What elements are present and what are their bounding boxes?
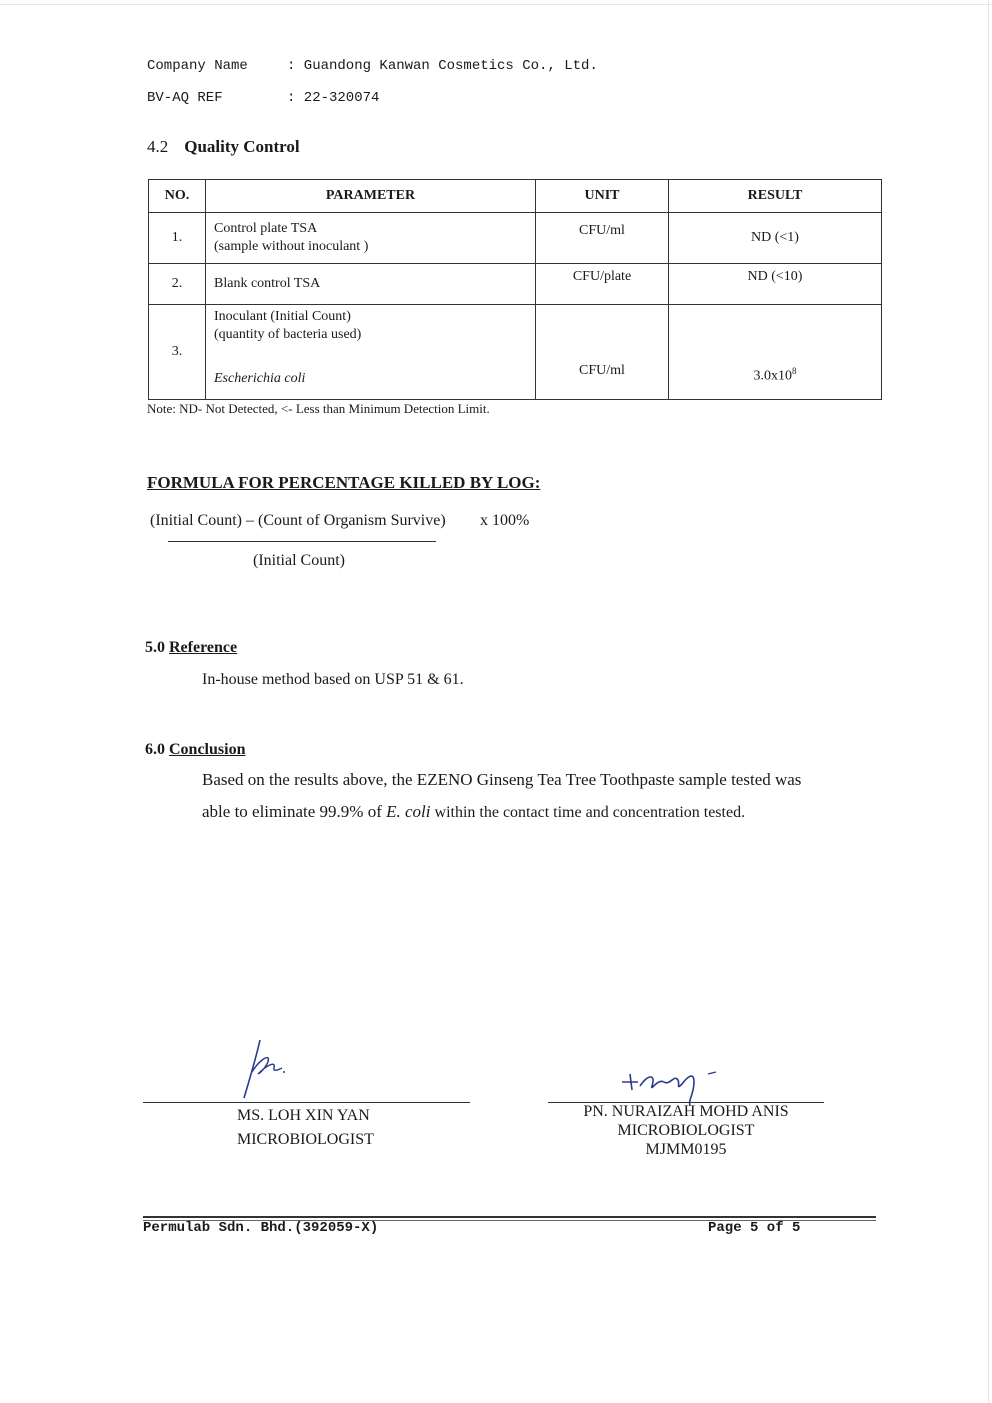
row-parameter	[206, 213, 536, 264]
section-number: 4.2	[147, 137, 169, 156]
signature-right-image	[618, 1060, 728, 1108]
parameter-line: Inoculant (Initial Count)	[214, 309, 351, 324]
scan-edge-right	[988, 0, 989, 1403]
row-unit: CFU/plate	[536, 264, 669, 305]
header-result: RESULT	[669, 180, 882, 213]
section-title: Conclusion	[169, 741, 246, 758]
quality-control-table	[148, 179, 882, 400]
row-parameter: Blank control TSA	[206, 264, 536, 305]
row-result: ND (<10)	[669, 264, 882, 305]
table-note: Note: ND- Not Detected, <- Less than Minimum Detection Limit.	[147, 401, 490, 416]
header-parameter: PARAMETER	[206, 180, 536, 213]
result-exponent: 8	[792, 366, 797, 377]
section-title: Reference	[169, 639, 238, 656]
result-base: 3.0x10	[753, 369, 792, 384]
section-title: Quality Control	[184, 137, 300, 156]
table-row	[149, 305, 882, 400]
row-no: 2.	[149, 264, 206, 305]
formula-title: FORMULA FOR PERCENTAGE KILLED BY LOG:	[147, 473, 541, 492]
conclusion-text: within the contact time and concentration tested.	[430, 804, 746, 821]
section-heading-4-2	[147, 137, 300, 157]
row-no: 1.	[149, 213, 206, 264]
signatory-right-title: MICROBIOLOGIST	[617, 1122, 755, 1139]
row-unit: CFU/ml	[536, 305, 669, 400]
ref-label: BV-AQ REF	[147, 90, 223, 106]
section-heading-5-0	[145, 639, 237, 657]
conclusion-text: able to eliminate 99.9% of	[202, 802, 387, 821]
organism-name: Escherichia coli	[214, 371, 306, 386]
ref-value: : 22-320074	[287, 90, 380, 106]
footer-company: Permulab Sdn. Bhd.(392059-X)	[143, 1220, 379, 1236]
reference-text: In-house method based on USP 51 & 61.	[202, 671, 464, 688]
footer-page-number: Page 5 of 5	[708, 1220, 801, 1236]
row-no: 3.	[149, 305, 206, 400]
row-result: ND (<1)	[669, 213, 882, 264]
signature-left-image	[236, 1038, 296, 1102]
parameter-line: (sample without inoculant )	[214, 239, 369, 254]
footer-rule	[143, 1216, 876, 1218]
table-header-row	[149, 180, 882, 213]
company-label: Company Name	[147, 58, 248, 74]
signatory-right-id: MJMM0195	[645, 1141, 727, 1158]
header-unit: UNIT	[536, 180, 669, 213]
company-value: : Guandong Kanwan Cosmetics Co., Ltd.	[287, 58, 598, 74]
formula-denominator: (Initial Count)	[253, 552, 345, 569]
signatory-left-title: MICROBIOLOGIST	[237, 1131, 374, 1148]
header-no: NO.	[149, 180, 206, 213]
table-row	[149, 213, 882, 264]
signatory-left-name: MS. LOH XIN YAN	[237, 1107, 370, 1124]
organism-name: E. coli	[386, 802, 431, 821]
formula-numerator: (Initial Count) – (Count of Organism Survive)	[150, 512, 446, 529]
signatory-right-name: PN. NURAIZAH MOHD ANIS	[583, 1103, 789, 1120]
parameter-line: (quantity of bacteria used)	[214, 327, 362, 342]
section-number: 6.0	[145, 741, 165, 758]
formula-multiplier: x 100%	[480, 512, 530, 529]
parameter-line: Control plate TSA	[214, 221, 318, 236]
section-heading-6-0	[145, 741, 245, 759]
signature-line-left	[143, 1102, 470, 1103]
formula-fraction-bar	[168, 541, 436, 542]
conclusion-line-2	[202, 802, 745, 822]
scan-edge-top	[0, 4, 992, 5]
table-row	[149, 264, 882, 305]
row-parameter	[206, 305, 536, 400]
row-result	[669, 305, 882, 400]
row-unit: CFU/ml	[536, 213, 669, 264]
section-number: 5.0	[145, 639, 165, 656]
conclusion-line-1: Based on the results above, the EZENO Ginseng Tea Tree Toothpaste sample tested was	[202, 770, 802, 789]
